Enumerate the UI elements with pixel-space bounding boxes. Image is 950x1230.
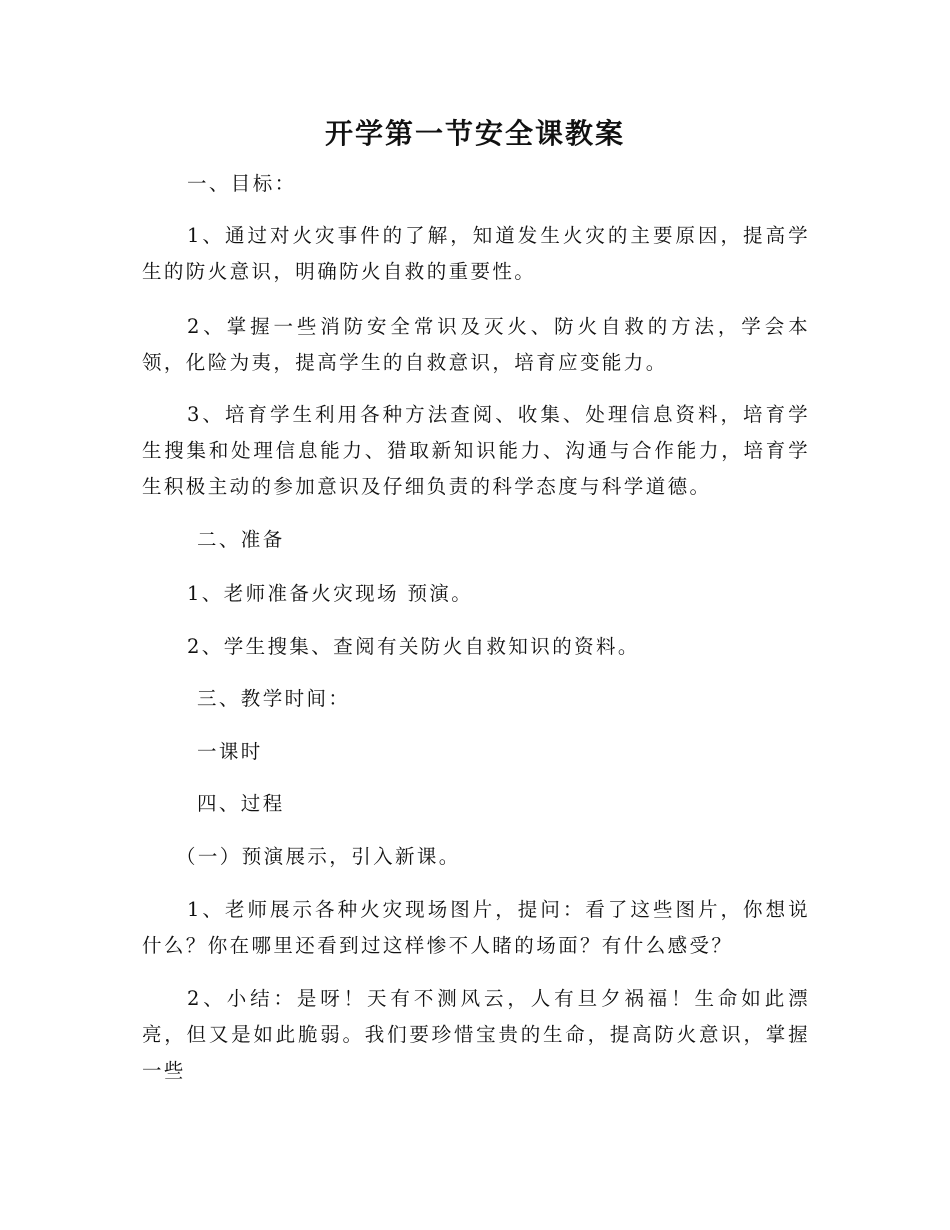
section-heading-process: 四、过程 — [197, 792, 285, 815]
paragraph-goal-2: 2、掌握一些消防安全常识及灭火、防火自救的方法，学会本领，化险为夷，提高学生的自救意识，培育应变能力。 — [142, 315, 810, 374]
subsection-heading-preview: （一）预演展示，引入新课。 — [176, 845, 461, 868]
section-heading-preparation: 二、准备 — [197, 528, 285, 551]
paragraph-one-lesson: 一课时 — [197, 740, 263, 763]
paragraph-process-1: 1、老师展示各种火灾现场图片，提问：看了这些图片，你想说什么？你在哪里还看到过这样惨不人睹的场面？有什么感受？ — [142, 898, 810, 957]
paragraph-goal-3: 3、培育学生利用各种方法查阅、收集、处理信息资料，培育学生搜集和处理信息能力、猎取新知识能力、沟通与合作能力，培育学生积极主动的参加意识及仔细负责的科学态度与科学道德。 — [142, 403, 810, 498]
paragraph-prep-1: 1、老师准备火灾现场 预演。 — [187, 582, 474, 605]
section-heading-teaching-time: 三、教学时间： — [197, 687, 351, 710]
paragraph-process-2: 2、小结：是呀！天有不测风云，人有旦夕祸福！生命如此漂亮，但又是如此脆弱。我们要珍惜宝贵的生命，提高防火意识，掌握一些 — [142, 987, 810, 1082]
section-heading-goals: 一、目标： — [187, 172, 297, 195]
paragraph-prep-2: 2、学生搜集、查阅有关防火自救知识的资料。 — [187, 635, 640, 658]
paragraph-goal-1: 1、通过对火灾事件的了解，知道发生火灾的主要原因，提高学生的防火意识，明确防火自救的重要性。 — [142, 224, 810, 283]
document-title: 开学第一节安全课教案 — [324, 117, 625, 150]
